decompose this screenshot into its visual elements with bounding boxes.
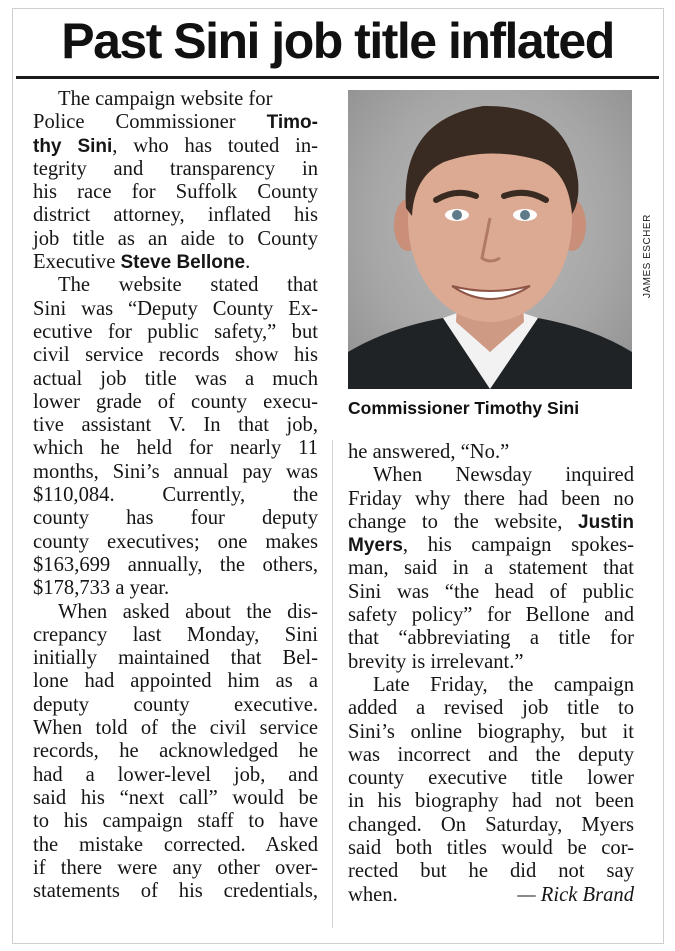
line-text: When asked about the dis- — [58, 600, 318, 623]
text-line — [33, 740, 318, 763]
line-text: initially maintained that Bel- — [33, 647, 318, 670]
text-line — [348, 651, 634, 674]
headline-rule — [16, 76, 659, 79]
line-text: which he held for nearly 11 — [33, 437, 318, 460]
text-line — [33, 274, 318, 297]
line-text: lower grade of county execu- — [33, 390, 318, 413]
line-text: , his campaign spokes- — [402, 534, 634, 557]
text-line — [33, 298, 318, 321]
text-line — [348, 697, 634, 720]
line-text: lone had appointed him as a — [33, 670, 318, 693]
text-line — [33, 88, 318, 111]
text-line — [33, 181, 318, 204]
line-text: Sini’s online biography, but it — [348, 720, 634, 743]
text-line — [348, 488, 634, 511]
text-line — [348, 860, 634, 883]
line-text: $110,084. Currently, the — [33, 484, 318, 507]
text-line — [348, 604, 634, 627]
line-text: county executives; one makes — [33, 530, 318, 553]
line-text: the mistake corrected. Asked — [33, 833, 318, 856]
photo-credit: JAMES ESCHER — [642, 214, 653, 298]
line-text: man, said in a statement that — [348, 557, 634, 580]
line-text: change to the website, — [348, 510, 579, 533]
text-line — [33, 135, 318, 158]
line-text: ecutive for public safety,” but — [33, 320, 318, 343]
line-text: his race for Suffolk County — [33, 181, 318, 204]
column-divider — [332, 440, 333, 928]
line-text: civil service records show his — [33, 344, 318, 367]
text-line — [33, 414, 318, 437]
line-text: Friday why there had been no — [348, 487, 634, 510]
line-text: safety policy” for Bellone and — [348, 604, 634, 627]
text-line — [33, 251, 318, 274]
line-text: when. — [348, 883, 398, 906]
line-text: The campaign website for — [58, 88, 273, 110]
line-text: was incorrect and the deputy — [348, 743, 634, 766]
text-line — [33, 670, 318, 693]
line-text: tegrity and transparency in — [33, 157, 318, 180]
portrait-photo — [348, 90, 632, 389]
text-line — [348, 814, 634, 837]
line-text: if there were any other over- — [33, 856, 318, 879]
line-text: he answered, “No.” — [348, 441, 510, 463]
article-column-1 — [33, 88, 318, 903]
line-text: deputy county executive. — [33, 693, 318, 716]
line-text: $163,699 annually, the others, — [33, 553, 318, 576]
line-text: The website stated that — [58, 274, 318, 297]
text-line — [348, 557, 634, 580]
text-line — [348, 884, 634, 907]
line-text: . — [245, 251, 251, 274]
line-text: Late Friday, the campaign — [373, 673, 634, 696]
bold-name: thy Sini — [33, 135, 113, 157]
text-line — [33, 857, 318, 880]
line-text: Sini was “the head of public — [348, 580, 634, 603]
line-text: Police Commissioner — [33, 111, 267, 134]
line-text: changed. On Saturday, Myers — [348, 813, 634, 836]
line-text: rected but he did not say — [348, 860, 634, 883]
line-text: county has four deputy — [33, 507, 318, 530]
text-line — [348, 721, 634, 744]
text-line — [348, 627, 634, 650]
text-line — [348, 674, 634, 697]
byline: — Rick Brand — [517, 883, 634, 906]
text-line — [348, 744, 634, 767]
text-line — [33, 717, 318, 740]
text-line — [348, 511, 634, 534]
line-text: to his campaign staff to have — [33, 810, 318, 833]
text-line — [348, 837, 634, 860]
text-line — [33, 484, 318, 507]
line-text: job title as an aide to County — [33, 227, 318, 250]
text-line — [33, 787, 318, 810]
line-text: $178,733 a year. — [33, 577, 170, 600]
line-text: crepancy last Monday, Sini — [33, 623, 318, 646]
text-line — [33, 531, 318, 554]
line-text: Executive — [33, 251, 121, 274]
text-line — [33, 507, 318, 530]
text-line — [33, 368, 318, 391]
text-line — [33, 391, 318, 414]
text-line — [33, 577, 318, 600]
line-text: months, Sini’s annual pay was — [33, 460, 318, 483]
text-line — [33, 321, 318, 344]
line-text: statements of his credentials, — [33, 880, 318, 903]
line-text: that “abbreviating a title for — [348, 627, 634, 650]
text-line — [33, 437, 318, 460]
text-line — [348, 581, 634, 604]
text-line — [33, 554, 318, 577]
line-text: , who has touted in- — [112, 134, 318, 157]
bold-name: Timo- — [266, 112, 318, 134]
text-line — [33, 204, 318, 227]
text-line — [348, 767, 634, 790]
bold-name: Justin — [578, 511, 634, 533]
text-line — [33, 810, 318, 833]
text-line — [33, 624, 318, 647]
line-text: district attorney, inflated his — [33, 204, 318, 227]
line-text: When told of the civil service — [33, 717, 318, 740]
text-line — [348, 464, 634, 487]
line-text: When Newsday inquired — [373, 464, 634, 487]
line-text: said both titles would be cor- — [348, 837, 634, 860]
text-line — [33, 834, 318, 857]
text-line — [33, 601, 318, 624]
text-line — [33, 344, 318, 367]
line-text: county executive title lower — [348, 767, 634, 790]
text-line — [33, 461, 318, 484]
line-text: actual job title was a much — [33, 367, 318, 390]
text-line — [33, 694, 318, 717]
line-text: had a lower-level job, and — [33, 763, 318, 786]
line-text: added a revised job title to — [348, 697, 634, 720]
text-line — [348, 790, 634, 813]
line-text: said his “next call” would be — [33, 786, 318, 809]
bold-name: Steve Bellone — [120, 252, 246, 274]
text-line — [33, 228, 318, 251]
text-line — [348, 534, 634, 557]
article-column-2 — [348, 441, 634, 907]
line-text: tive assistant V. In that job, — [33, 414, 318, 437]
text-line — [348, 441, 634, 464]
text-line — [33, 158, 318, 181]
line-text: records, he acknowledged he — [33, 740, 318, 763]
bold-name: Myers — [348, 535, 403, 557]
text-line — [33, 764, 318, 787]
photo-caption: Commissioner Timothy Sini — [348, 398, 580, 418]
text-line — [33, 647, 318, 670]
text-line — [33, 880, 318, 903]
headline: Past Sini job title inflated — [61, 13, 614, 69]
line-text: Sini was “Deputy County Ex- — [33, 297, 318, 320]
text-line — [33, 111, 318, 134]
line-text: brevity is irrelevant.” — [348, 650, 524, 673]
line-text: in his biography had not been — [348, 790, 634, 813]
